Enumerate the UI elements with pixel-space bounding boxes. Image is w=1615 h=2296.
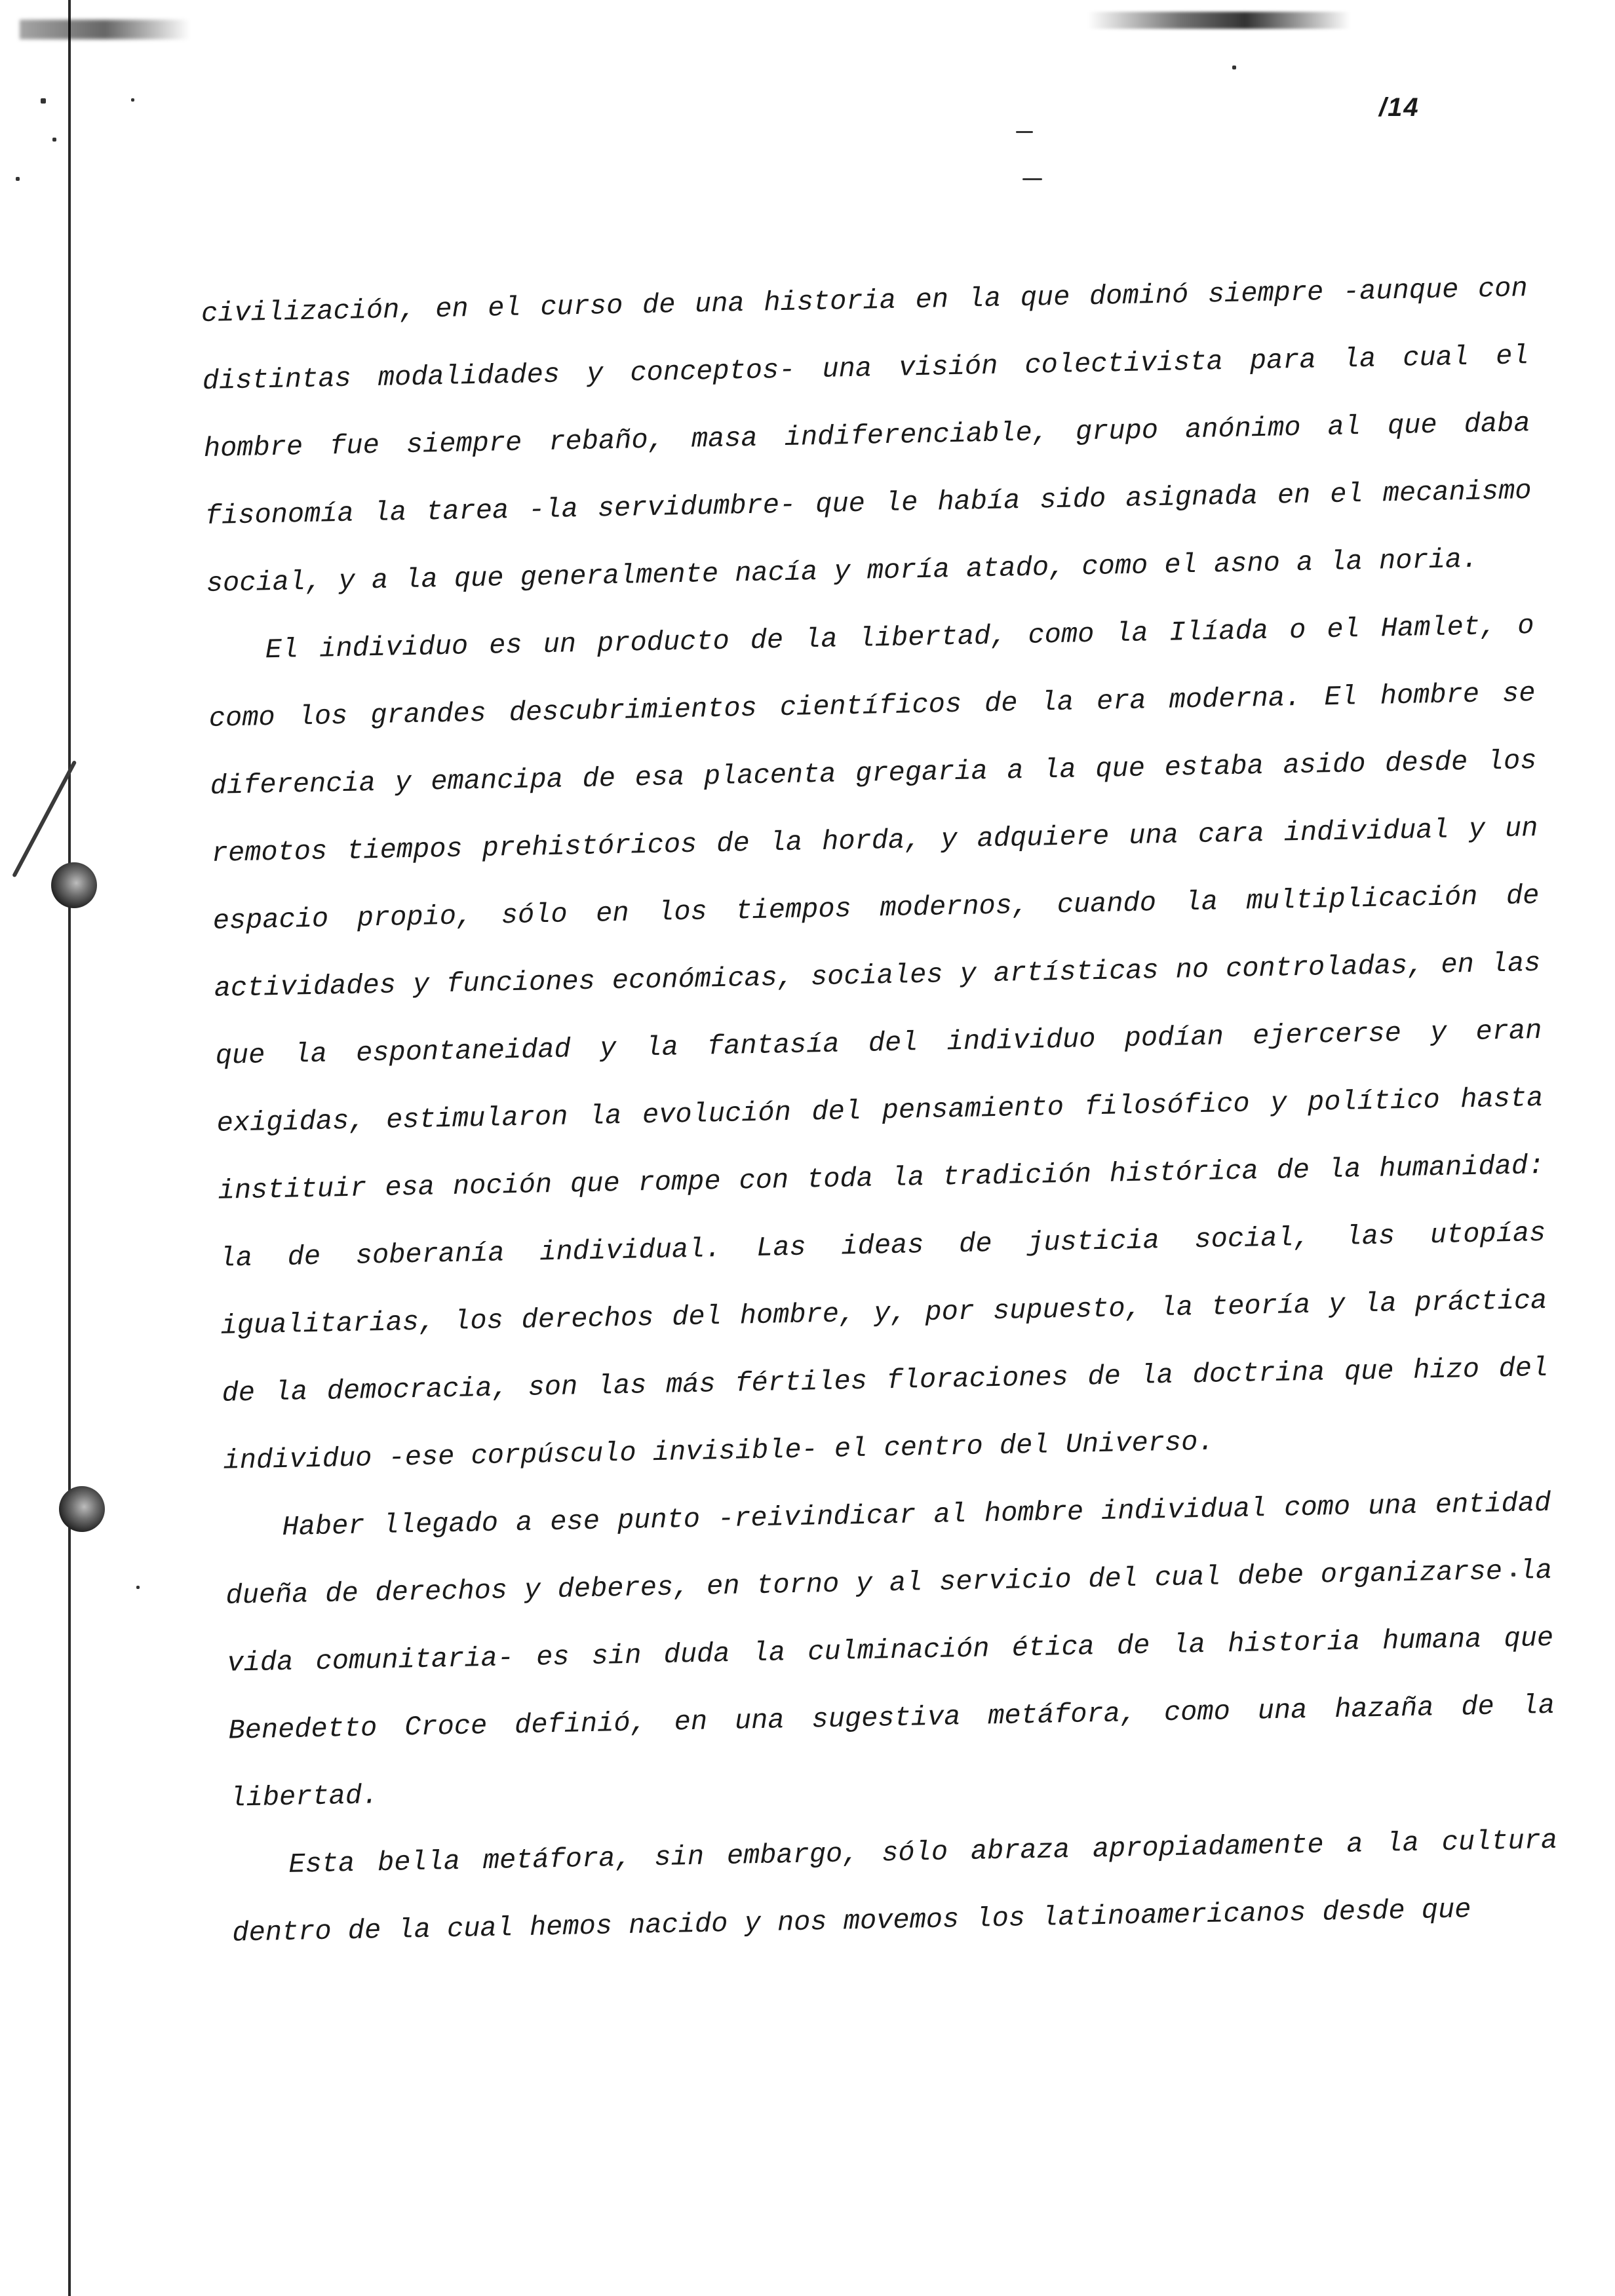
speck (131, 98, 134, 102)
paragraph-3: Haber llegado a ese punto -reivindicar al hombre individual como una entidad dueña de derechos y deberes, en torno y al servicio del cual debe organizarse la vida comunitaria- es sin duda la culminación ética de la historia humana que Benedetto Croce definió, en una sugestiva metáfora, como una hazaña de la libertad. (225, 1487, 1555, 1814)
paragraph-2: El individuo es un producto de la libertad, como la Ilíada o el Hamlet, o como los grandes descubrimientos científicos de la era moderna. El hombre se diferencia y emancipa de esa placenta gregaria a la que estaba asido desde los remotos tiempos prehistóricos de la horda, y adquiere una cara individual y un espacio propio, sólo en los tiempos modernos, cuando la multiplicación de actividades y funciones económicas, sociales y artísticas no controladas, en las que la espontaneidad y la fantasía del individuo podían ejercerse y eran exigidas, estimularon la evolución del pensamiento filosófico y político hasta instituir esa noción que rompe con toda la tradición histórica de la humanidad: la de soberanía individual. Las ideas de justicia social, las utopías igualitarias, los derechos del hombre, y, por supuesto, la teoría y la práctica de la democracia, son las más fértiles floraciones de la doctrina que hizo del individuo -ese corpúsculo invisible- el centro del Universo. (208, 610, 1549, 1477)
speck (16, 177, 20, 181)
binder-margin-line (68, 0, 71, 2296)
speck (41, 98, 46, 104)
scan-artifact-left (20, 20, 190, 39)
document-body (201, 255, 1559, 1967)
pencil-mark (12, 760, 77, 877)
speck (52, 138, 56, 142)
speck (1016, 131, 1033, 133)
paragraph-1: civilización, en el curso de una historia en la que dominó siempre -aunque con distintas modalidades y conceptos- una visión colectivista para la cual el hombre fue siempre rebaño, masa indiferenciable, grupo anónimo al que daba fisonomía la tarea -la servidumbre- que le había sido asignada en el mecanismo social, y a la que generalmente nacía y moría atado, como el asno a la noria. (201, 273, 1532, 600)
scan-artifact-right (1088, 12, 1350, 29)
punch-hole-bottom (59, 1486, 105, 1532)
paragraph-4: Esta bella metáfora, sin embargo, sólo abraza apropiadamente a la cultura dentro de la cual hemos nacido y nos movemos los latinoamericanos desde que (231, 1824, 1558, 1949)
punch-hole-top (51, 862, 97, 908)
speck (1022, 178, 1042, 180)
speck (136, 1586, 140, 1589)
page-number: /14 (1379, 93, 1420, 122)
speck (1232, 66, 1236, 69)
